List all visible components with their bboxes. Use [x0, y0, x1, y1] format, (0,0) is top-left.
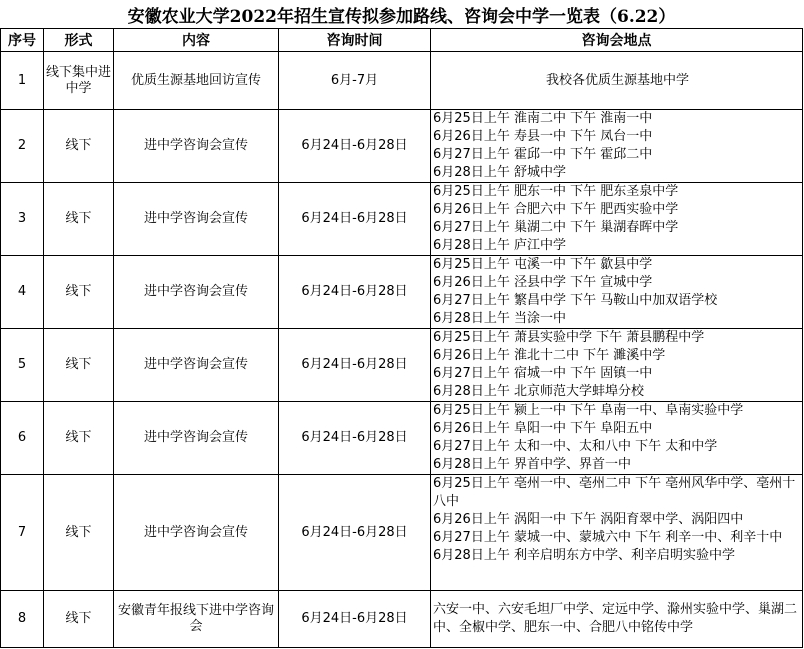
table-row — [1, 402, 803, 475]
cell-content: 进中学咨询会宣传 — [114, 256, 279, 329]
table-row — [1, 110, 803, 183]
cell-location — [431, 402, 803, 475]
cell-content: 进中学咨询会宣传 — [114, 183, 279, 256]
cell-location — [431, 110, 803, 183]
table-row — [1, 183, 803, 256]
location-line: 我校各优质生源基地中学 — [546, 72, 690, 88]
location-line: 6月28日上午 舒城中学 — [433, 165, 566, 180]
cell-time: 6月24日-6月28日 — [279, 591, 431, 648]
cell-seq: 2 — [1, 110, 44, 183]
location-line: 6月26日上午 寿县一中 下午 凤台一中 — [433, 129, 653, 144]
cell-form: 线下集中进中学 — [44, 52, 114, 110]
cell-content: 优质生源基地回访宣传 — [114, 52, 279, 110]
cell-content: 进中学咨询会宣传 — [114, 110, 279, 183]
cell-form: 线下 — [44, 110, 114, 183]
location-line: 6月28日上午 北京师范大学蚌埠分校 — [433, 384, 644, 399]
location-line: 6月28日上午 当涂一中 — [433, 311, 566, 326]
cell-content: 进中学咨询会宣传 — [114, 475, 279, 591]
cell-time: 6月24日-6月28日 — [279, 110, 431, 183]
location-line: 六安一中、六安毛坦厂中学、定远中学、滁州实验中学、巢湖二中、全椒中学、肥东一中、合肥八中铭传中学 — [433, 602, 798, 635]
table-row — [1, 329, 803, 402]
table-title: 安徽农业大学2022年招生宣传拟参加路线、咨询会中学一览表（6.22） — [1, 0, 803, 29]
table-row — [1, 52, 803, 110]
header-location: 咨询会地点 — [431, 29, 803, 52]
cell-form: 线下 — [44, 183, 114, 256]
cell-form: 线下 — [44, 475, 114, 591]
cell-content: 进中学咨询会宣传 — [114, 402, 279, 475]
cell-form: 线下 — [44, 591, 114, 648]
cell-seq: 1 — [1, 52, 44, 110]
location-line: 6月28日上午 界首中学、界首一中 — [433, 457, 631, 472]
cell-content: 进中学咨询会宣传 — [114, 329, 279, 402]
location-line: 6月28日上午 利辛启明东方中学、利辛启明实验中学 — [433, 548, 735, 563]
header-row — [1, 29, 803, 52]
location-line: 6月25日上午 淮南二中 下午 淮南一中 — [433, 111, 653, 126]
location-line: 6月26日上午 淮北十二中 下午 濉溪中学 — [433, 348, 666, 363]
cell-form: 线下 — [44, 329, 114, 402]
location-line: 6月27日上午 霍邱一中 下午 霍邱二中 — [433, 147, 653, 162]
header-content: 内容 — [114, 29, 279, 52]
cell-location — [431, 183, 803, 256]
cell-seq: 6 — [1, 402, 44, 475]
table-row — [1, 256, 803, 329]
cell-time: 6月24日-6月28日 — [279, 402, 431, 475]
cell-seq: 8 — [1, 591, 44, 648]
cell-seq: 4 — [1, 256, 44, 329]
cell-content: 安徽青年报线下进中学咨询会 — [114, 591, 279, 648]
cell-form: 线下 — [44, 256, 114, 329]
cell-location — [431, 475, 803, 591]
cell-time: 6月-7月 — [279, 52, 431, 110]
location-line: 6月25日上午 颍上一中 下午 阜南一中、阜南实验中学 — [433, 403, 744, 418]
cell-location — [431, 256, 803, 329]
header-seq: 序号 — [1, 29, 44, 52]
cell-form: 线下 — [44, 402, 114, 475]
table-row — [1, 591, 803, 648]
cell-time: 6月24日-6月28日 — [279, 329, 431, 402]
cell-location — [431, 52, 803, 110]
location-line: 6月26日上午 涡阳一中 下午 涡阳育翠中学、涡阳四中 — [433, 512, 744, 527]
cell-time: 6月24日-6月28日 — [279, 475, 431, 591]
location-line: 6月25日上午 亳州一中、亳州二中 下午 亳州风华中学、亳州十八中 — [433, 476, 796, 509]
location-line: 6月26日上午 阜阳一中 下午 阜阳五中 — [433, 421, 653, 436]
location-line: 6月25日上午 肥东一中 下午 肥东圣泉中学 — [433, 184, 679, 199]
table-row — [1, 475, 803, 591]
location-line: 6月25日上午 屯溪一中 下午 歙县中学 — [433, 257, 653, 272]
location-line: 6月28日上午 庐江中学 — [433, 238, 566, 253]
location-line: 6月27日上午 繁昌中学 下午 马鞍山中加双语学校 — [433, 293, 718, 308]
header-time: 咨询时间 — [279, 29, 431, 52]
cell-time: 6月24日-6月28日 — [279, 183, 431, 256]
header-form: 形式 — [44, 29, 114, 52]
location-line: 6月27日上午 宿城一中 下午 固镇一中 — [433, 366, 653, 381]
location-line: 6月26日上午 合肥六中 下午 肥西实验中学 — [433, 202, 679, 217]
cell-location — [431, 329, 803, 402]
cell-location — [431, 591, 803, 648]
cell-seq: 7 — [1, 475, 44, 591]
location-line: 6月26日上午 泾县中学 下午 宣城中学 — [433, 275, 653, 290]
cell-seq: 5 — [1, 329, 44, 402]
cell-time: 6月24日-6月28日 — [279, 256, 431, 329]
location-line: 6月27日上午 太和一中、太和八中 下午 太和中学 — [433, 439, 718, 454]
cell-seq: 3 — [1, 183, 44, 256]
location-line: 6月25日上午 萧县实验中学 下午 萧县鹏程中学 — [433, 330, 705, 345]
location-line: 6月27日上午 蒙城一中、蒙城六中 下午 利辛一中、利辛十中 — [433, 530, 783, 545]
location-line: 6月27日上午 巢湖二中 下午 巢湖春晖中学 — [433, 220, 679, 235]
